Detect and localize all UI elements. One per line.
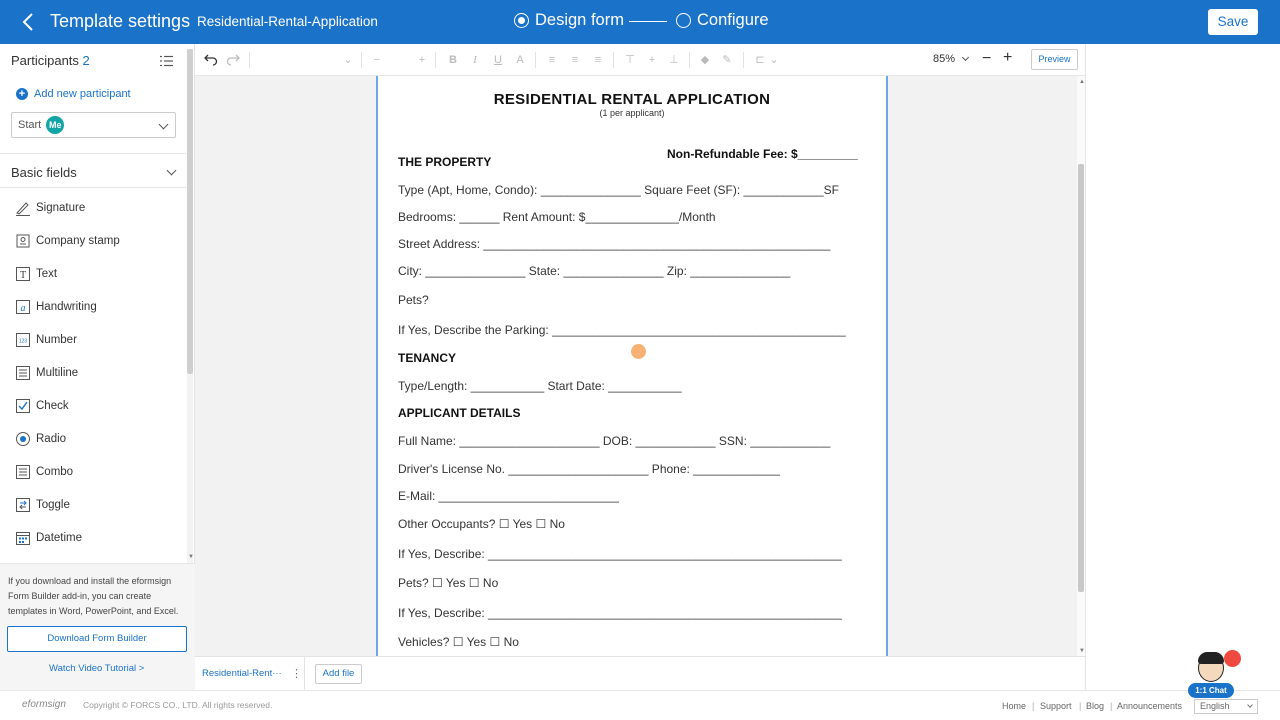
check-icon [14,398,31,415]
editor-toolbar [195,44,1085,76]
form-line[interactable]: Street Address: ____________________________________________________ [398,237,831,251]
form-line[interactable]: Type (Apt, Home, Condo): _______________ Square Feet (SF): ____________SF [398,183,839,197]
form-line[interactable]: If Yes, Describe the Parking: ____________________________________________ [398,323,846,337]
form-line[interactable]: Full Name: _____________________ DOB: ____________ SSN: ____________ [398,434,831,448]
toolbar-divider [535,52,536,68]
field-label: Combo [36,466,74,478]
fill-color-icon[interactable]: ◆ [700,54,710,66]
participants-label: Participants [11,53,79,68]
field-number[interactable] [14,329,184,351]
step-label: Design form [535,11,624,29]
field-toggle[interactable] [14,494,184,516]
chevron-down-icon[interactable] [962,54,969,61]
field-label: Datetime [36,532,83,544]
footer-separator: | [1110,701,1113,711]
field-datetime[interactable] [14,527,184,549]
sidebar-scrollbar-thumb[interactable] [187,49,193,374]
more-options-icon[interactable]: ⋮ [291,668,302,680]
editor-canvas[interactable] [195,76,1085,656]
field-label: Check [36,400,69,412]
toolbar-divider [689,52,690,68]
participants-count: 2 [82,53,90,68]
field-label: Signature [36,202,86,214]
redo-icon[interactable] [225,52,241,68]
signature-icon [14,200,31,217]
field-handwriting[interactable] [14,296,184,318]
page-title: Template settings [50,11,191,31]
document-page[interactable] [376,76,888,656]
toolbar-divider [743,52,744,68]
form-line[interactable]: E-Mail: ___________________________ [398,489,619,503]
font-color-icon[interactable]: A [516,54,524,66]
scroll-up-arrow-icon[interactable]: ▲ [1079,79,1085,85]
svg-text:123: 123 [18,338,27,345]
zoom-level[interactable]: 85% [933,53,956,65]
download-form-builder-button[interactable]: Download Form Builder [7,626,187,652]
language-value: English [1200,701,1230,711]
combo-icon [14,464,31,481]
footer-separator: | [1079,701,1082,711]
stamp-icon [14,233,31,250]
divider [0,153,186,154]
properties-panel [1085,44,1280,690]
participants-title [11,53,90,68]
participant-select[interactable] [11,112,176,138]
zoom-in-icon[interactable]: + [1003,49,1013,66]
footer-link-announcements[interactable]: Announcements [1117,701,1183,711]
form-line[interactable]: Other Occupants? ☐ Yes ☐ No [398,517,565,531]
italic-icon[interactable]: I [473,54,477,66]
toolbar-divider [613,52,614,68]
multiline-icon [14,365,31,382]
divider [0,187,186,188]
undo-icon[interactable] [203,52,219,68]
toolbar-divider [435,52,436,68]
align-left-icon[interactable]: ≡ [548,54,556,66]
add-participant-label: Add new participant [34,88,131,100]
form-line[interactable]: Bedrooms: ______ Rent Amount: $______________/Month [398,210,716,224]
add-participant-link[interactable] [16,88,131,100]
field-radio[interactable] [14,428,184,450]
datetime-icon [14,530,31,547]
list-icon[interactable] [160,54,173,66]
field-label: Radio [36,433,67,445]
field-label: Text [36,268,58,280]
top-header [0,0,1280,44]
align-bottom-icon[interactable]: ⊥ [669,54,679,66]
font-select-chevron-icon[interactable]: ⌄ [343,54,353,66]
chat-avatar-hair [1198,652,1224,664]
align-right-icon[interactable]: ≡ [594,54,602,66]
step-design-form[interactable] [514,11,624,30]
footer-separator: | [1032,701,1035,711]
toolbar-divider [249,52,250,68]
chat-label: 1:1 Chat [1188,683,1234,698]
document-name: Residential-Rental-Application [197,14,378,29]
field-check[interactable] [14,395,184,417]
page-footer [0,690,1280,720]
font-size-decrease-icon[interactable]: − [373,54,381,66]
align-middle-icon[interactable]: + [648,54,656,66]
add-file-button[interactable]: Add file [315,664,362,684]
eformsign-logo: eformsign [22,699,66,710]
back-arrow-icon[interactable] [18,11,40,33]
footer-link-support[interactable]: Support [1040,701,1072,711]
watch-video-tutorial-link[interactable]: Watch Video Tutorial > [49,663,145,674]
form-line[interactable]: Pets? ☐ Yes ☐ No [398,576,499,590]
chevron-down-icon [159,120,169,130]
fee-line[interactable]: Non-Refundable Fee: $_________ [667,147,858,161]
step-active-radio-icon [514,13,529,28]
bold-icon[interactable]: B [449,54,457,66]
position-align-icon[interactable]: ⊏ [755,54,765,66]
chevron-down-icon [1247,702,1253,708]
footer-link-home[interactable]: Home [1002,701,1027,711]
file-bar [195,656,1085,690]
position-chevron-icon[interactable]: ⌄ [769,54,779,66]
border-color-icon[interactable]: ✎ [722,54,732,66]
field-label: Toggle [36,499,70,511]
addin-description: If you download and install the eformsign Form Builder add-in, you can create templates in Word, PowerPoint, and Excel. [8,576,179,616]
step-configure[interactable] [676,11,769,30]
field-signature[interactable] [14,197,184,219]
language-select[interactable] [1194,699,1258,714]
svg-text:a: a [20,303,25,314]
form-line[interactable]: Type/Length: ___________ Start Date: ___________ [398,379,682,393]
document-title: RESIDENTIAL RENTAL APPLICATION [493,91,771,108]
mouse-cursor-indicator [631,344,646,359]
form-line[interactable]: If Yes, Describe: _____________________________________________________ [398,547,842,561]
step-inactive-radio-icon [676,13,691,28]
field-multiline[interactable] [14,362,184,384]
canvas-scrollbar-thumb[interactable] [1078,164,1084,592]
field-combo[interactable] [14,461,184,483]
copyright: Copyright © FORCS CO., LTD. All rights reserved. [83,700,273,710]
step-label: Configure [697,11,769,29]
toolbar-divider [361,52,362,68]
field-text[interactable] [14,263,184,285]
section-heading: THE PROPERTY [398,155,492,169]
toggle-icon [14,497,31,514]
field-label: Number [36,334,77,346]
step-connector [629,21,667,22]
field-label: Multiline [36,367,79,379]
me-avatar: Me [46,116,64,134]
number-icon [14,332,31,349]
field-label: Handwriting [36,301,97,313]
svg-text:T: T [19,270,26,281]
radio-icon [14,431,31,448]
align-center-icon[interactable]: ≡ [571,54,579,66]
field-label: Company stamp [36,235,120,247]
scroll-down-arrow-icon[interactable]: ▼ [188,554,194,560]
align-top-icon[interactable]: ⊤ [625,54,635,66]
scroll-down-arrow-icon[interactable]: ▼ [1079,648,1085,654]
preview-button[interactable]: Preview [1031,49,1078,70]
zoom-out-icon[interactable]: − [982,50,992,67]
underline-icon[interactable]: U [494,54,502,66]
text-icon [14,266,31,283]
section-heading: APPLICANT DETAILS [398,406,521,420]
save-button[interactable]: Save [1208,9,1258,35]
chat-notification-badge [1224,650,1241,667]
form-line[interactable]: Driver's License No. _____________________ Phone: _____________ [398,462,780,476]
file-tab[interactable]: Residential-Rent··· [195,657,305,691]
left-sidebar [0,44,195,690]
document-subtitle: (1 per applicant) [599,108,665,118]
handwriting-icon [14,299,31,316]
addin-panel [0,563,195,690]
form-line[interactable]: Vehicles? ☐ Yes ☐ No [398,635,519,649]
basic-fields-header[interactable]: Basic fields [11,165,77,180]
add-circle-icon: + [16,88,28,100]
form-line[interactable]: City: _______________ State: _______________ Zip: _______________ [398,264,791,278]
start-label: Start [18,119,42,131]
section-heading: TENANCY [398,351,457,365]
footer-link-blog[interactable]: Blog [1086,701,1105,711]
chevron-down-icon[interactable] [167,166,177,176]
font-size-increase-icon[interactable]: + [418,54,426,66]
form-line[interactable]: If Yes, Describe: _____________________________________________________ [398,606,842,620]
form-line[interactable]: Pets? [398,293,429,307]
field-company-stamp[interactable] [14,230,184,252]
